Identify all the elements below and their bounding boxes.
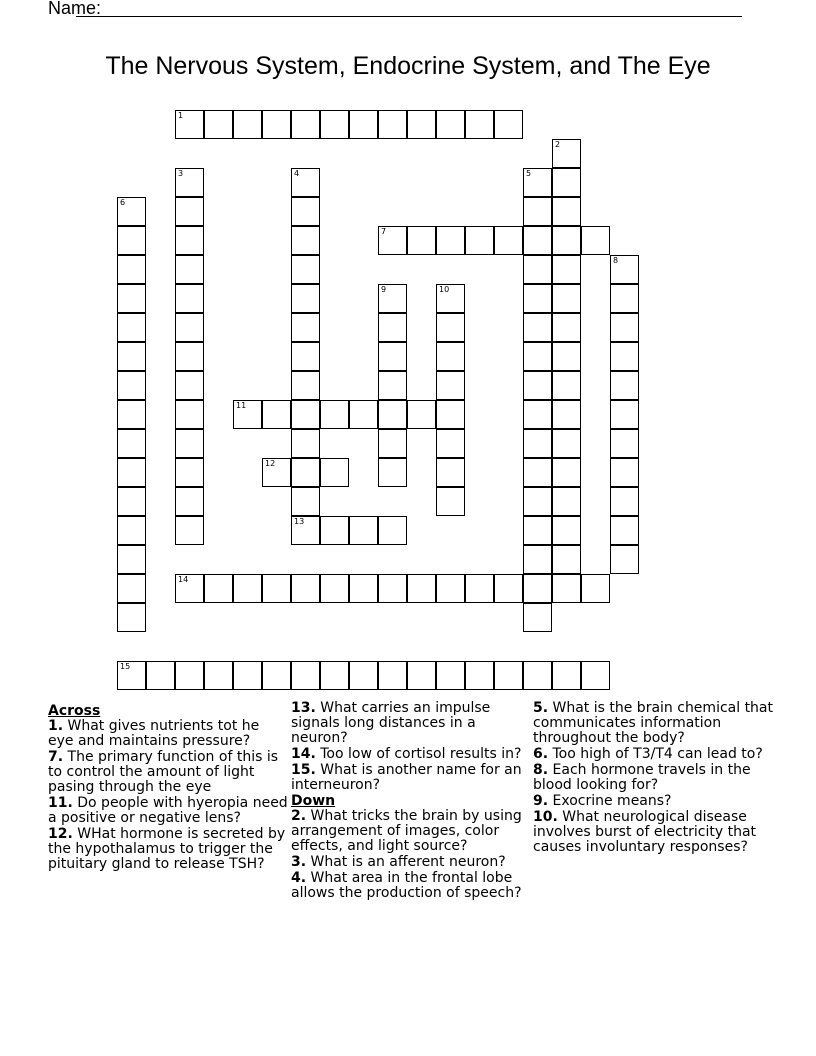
clue-across-1: 1. What gives nutrients tot he eye and maintains pressure?: [48, 718, 260, 749]
crossword-cell[interactable]: [523, 255, 552, 284]
crossword-cell[interactable]: [436, 371, 465, 400]
clue-column-1: [48, 701, 288, 873]
clue-number: 7: [381, 227, 387, 236]
crossword-cell[interactable]: [465, 574, 494, 603]
crossword-cell[interactable]: [262, 400, 291, 429]
crossword-cell[interactable]: [552, 139, 581, 168]
crossword-cell[interactable]: [610, 545, 639, 574]
crossword-cell[interactable]: [175, 516, 204, 545]
crossword-cell[interactable]: [204, 110, 233, 139]
crossword-cell[interactable]: [291, 429, 320, 458]
crossword-cell[interactable]: [117, 400, 146, 429]
crossword-cell[interactable]: [552, 574, 581, 603]
crossword-cell[interactable]: [349, 110, 378, 139]
crossword-cell[interactable]: [320, 574, 349, 603]
clue-number: 15: [120, 662, 131, 671]
crossword-cell[interactable]: [262, 458, 291, 487]
crossword-cell[interactable]: [175, 313, 204, 342]
crossword-cell[interactable]: [175, 226, 204, 255]
crossword-cell[interactable]: [523, 661, 552, 690]
clue-number: 4: [294, 169, 300, 178]
crossword-cell[interactable]: [378, 574, 407, 603]
crossword-cell[interactable]: [552, 197, 581, 226]
clue-across-15: 15. What is another name for an interneuron?: [291, 762, 522, 793]
clue-down-8: 8. Each hormone travels in the blood looking for?: [533, 762, 751, 793]
crossword-cell[interactable]: [552, 429, 581, 458]
crossword-cell[interactable]: [523, 226, 552, 255]
clue-number: 10: [439, 285, 450, 294]
clue-number: 6: [120, 198, 126, 207]
crossword-cell[interactable]: [291, 661, 320, 690]
clue-column-3: [533, 701, 773, 856]
crossword-cell[interactable]: [436, 342, 465, 371]
crossword-cell[interactable]: [262, 661, 291, 690]
clue-number: 13: [294, 517, 305, 526]
crossword-cell[interactable]: [523, 429, 552, 458]
clue-down-4: 4. What area in the frontal lobe allows the production of speech?: [291, 870, 522, 901]
crossword-cell[interactable]: [262, 110, 291, 139]
crossword-cell[interactable]: [117, 197, 146, 226]
crossword-cell[interactable]: [291, 574, 320, 603]
crossword-cell[interactable]: [175, 400, 204, 429]
crossword-cell[interactable]: [552, 255, 581, 284]
crossword-cell[interactable]: [552, 545, 581, 574]
crossword-cell[interactable]: [117, 226, 146, 255]
crossword-cell[interactable]: [436, 487, 465, 516]
clue-number: 3: [178, 169, 184, 178]
crossword-cell[interactable]: [610, 516, 639, 545]
clue-across-12: 12. WHat hormone is secreted by the hypothalamus to trigger the pituitary gland to release TSH?: [48, 826, 286, 872]
crossword-cell[interactable]: [436, 429, 465, 458]
crossword-cell[interactable]: [349, 574, 378, 603]
crossword-cell[interactable]: [494, 661, 523, 690]
clue-across-11: 11. Do people with hyeropia need a positive or negative lens?: [48, 795, 288, 826]
crossword-cell[interactable]: [523, 313, 552, 342]
clue-number: 11: [236, 401, 247, 410]
crossword-cell[interactable]: [552, 284, 581, 313]
crossword-cell[interactable]: [291, 487, 320, 516]
crossword-cell[interactable]: [291, 313, 320, 342]
crossword-cell[interactable]: [552, 168, 581, 197]
crossword-cell[interactable]: [552, 371, 581, 400]
crossword-cell[interactable]: [523, 284, 552, 313]
crossword-cell[interactable]: [523, 487, 552, 516]
crossword-cell[interactable]: [523, 516, 552, 545]
crossword-cell[interactable]: [291, 400, 320, 429]
clue-across-7: 7. The primary function of this is to control the amount of light pasing through the eye: [48, 749, 279, 795]
clue-number: 14: [178, 575, 189, 584]
crossword-cell[interactable]: [291, 197, 320, 226]
crossword-cell[interactable]: [378, 342, 407, 371]
crossword-cell[interactable]: [465, 226, 494, 255]
crossword-cell[interactable]: [610, 284, 639, 313]
crossword-cell[interactable]: [407, 574, 436, 603]
clue-number: 2: [555, 140, 561, 149]
down-heading: Down: [291, 793, 336, 809]
crossword-cell[interactable]: [117, 342, 146, 371]
crossword-cell[interactable]: [117, 313, 146, 342]
clue-down-3: 3. What is an afferent neuron?: [291, 854, 506, 870]
clue-across-14: 14. Too low of cortisol results in?: [291, 746, 522, 762]
crossword-cell[interactable]: [407, 110, 436, 139]
crossword-cell[interactable]: [117, 458, 146, 487]
crossword-cell[interactable]: [610, 342, 639, 371]
clue-down-2: 2. What tricks the brain by using arrangement of images, color effects, and light source?: [291, 808, 522, 854]
crossword-cell[interactable]: [320, 458, 349, 487]
crossword-cell[interactable]: [523, 197, 552, 226]
page-title: The Nervous System, Endocrine System, and The Eye: [105, 52, 711, 80]
crossword-cell[interactable]: [117, 429, 146, 458]
crossword-cell[interactable]: [291, 226, 320, 255]
crossword-cell[interactable]: [436, 661, 465, 690]
crossword-cell[interactable]: [175, 197, 204, 226]
crossword-cell[interactable]: [175, 342, 204, 371]
crossword-cell[interactable]: [291, 458, 320, 487]
crossword-cell[interactable]: [465, 661, 494, 690]
clue-column-2: [291, 701, 527, 902]
crossword-cell[interactable]: [552, 487, 581, 516]
crossword-cell[interactable]: [291, 255, 320, 284]
crossword-cell[interactable]: [523, 458, 552, 487]
crossword-cell[interactable]: [291, 516, 320, 545]
crossword-cell[interactable]: [349, 400, 378, 429]
crossword-cell[interactable]: [552, 400, 581, 429]
crossword-cell[interactable]: [117, 284, 146, 313]
crossword-cell[interactable]: [291, 342, 320, 371]
crossword-cell[interactable]: [291, 371, 320, 400]
crossword-cell[interactable]: [175, 168, 204, 197]
clue-down-5: 5. What is the brain chemical that communicates information throughout the body?: [533, 700, 773, 746]
crossword-cell[interactable]: [436, 110, 465, 139]
crossword-cell[interactable]: [117, 545, 146, 574]
crossword-cell[interactable]: [291, 110, 320, 139]
crossword-cell[interactable]: [117, 255, 146, 284]
crossword-cell[interactable]: [291, 284, 320, 313]
crossword-cell[interactable]: [378, 371, 407, 400]
name-label: Name:: [48, 0, 102, 18]
clue-number: 5: [526, 169, 532, 178]
crossword-cell[interactable]: [523, 342, 552, 371]
clue-down-6: 6. Too high of T3/T4 can lead to?: [533, 746, 763, 762]
crossword-cell[interactable]: [523, 400, 552, 429]
crossword-cell[interactable]: [378, 313, 407, 342]
crossword-cell[interactable]: [436, 313, 465, 342]
clue-number: 12: [265, 459, 276, 468]
crossword-cell[interactable]: [175, 371, 204, 400]
crossword-cell[interactable]: [523, 545, 552, 574]
crossword-cell[interactable]: [610, 458, 639, 487]
crossword-cell[interactable]: [175, 284, 204, 313]
across-heading: Across: [48, 703, 101, 719]
crossword-cell[interactable]: [610, 487, 639, 516]
crossword-cell[interactable]: [610, 429, 639, 458]
crossword-cell[interactable]: [175, 574, 204, 603]
crossword-cell[interactable]: [175, 429, 204, 458]
crossword-cell[interactable]: [436, 284, 465, 313]
crossword-cell[interactable]: [378, 516, 407, 545]
crossword-cell[interactable]: [378, 110, 407, 139]
clue-number: 1: [178, 111, 184, 120]
crossword-cell[interactable]: [523, 371, 552, 400]
crossword-cell[interactable]: [494, 110, 523, 139]
crossword-cell[interactable]: [378, 458, 407, 487]
clue-number: 9: [381, 285, 387, 294]
crossword-cell[interactable]: [233, 110, 262, 139]
crossword-cell[interactable]: [117, 661, 146, 690]
crossword-cell[interactable]: [349, 516, 378, 545]
crossword-cell[interactable]: [378, 429, 407, 458]
crossword-cell[interactable]: [610, 371, 639, 400]
crossword-cell[interactable]: [610, 313, 639, 342]
crossword-cell[interactable]: [552, 661, 581, 690]
crossword-cell[interactable]: [320, 110, 349, 139]
clue-number: 8: [613, 256, 619, 265]
clue-down-10: 10. What neurological disease involves burst of electricity that causes involuntary responses?: [533, 809, 757, 855]
crossword-cell[interactable]: [378, 284, 407, 313]
crossword-cell[interactable]: [233, 400, 262, 429]
crossword-cell[interactable]: [581, 574, 610, 603]
crossword-cell[interactable]: [523, 603, 552, 632]
crossword-cell[interactable]: [117, 603, 146, 632]
crossword-cell[interactable]: [175, 110, 204, 139]
crossword-cell[interactable]: [378, 226, 407, 255]
crossword-cell[interactable]: [494, 574, 523, 603]
clue-down-9: 9. Exocrine means?: [533, 793, 672, 809]
crossword-cell[interactable]: [436, 574, 465, 603]
crossword-cell[interactable]: [117, 516, 146, 545]
crossword-cell[interactable]: [378, 661, 407, 690]
crossword-cell[interactable]: [117, 371, 146, 400]
crossword-cell[interactable]: [552, 313, 581, 342]
crossword-cell[interactable]: [349, 661, 378, 690]
crossword-cell[interactable]: [117, 574, 146, 603]
crossword-cell[interactable]: [233, 661, 262, 690]
crossword-cell[interactable]: [175, 458, 204, 487]
crossword-cell[interactable]: [552, 516, 581, 545]
crossword-cell[interactable]: [204, 661, 233, 690]
crossword-cell[interactable]: [610, 255, 639, 284]
crossword-cell[interactable]: [407, 400, 436, 429]
clue-across-13: 13. What carries an impulse signals long distances in a neuron?: [291, 700, 491, 746]
crossword-cell[interactable]: [581, 226, 610, 255]
crossword-cell[interactable]: [320, 400, 349, 429]
crossword-cell[interactable]: [262, 574, 291, 603]
crossword-cell[interactable]: [581, 661, 610, 690]
crossword-cell[interactable]: [175, 661, 204, 690]
crossword-cell[interactable]: [175, 255, 204, 284]
crossword-cell[interactable]: [233, 574, 262, 603]
crossword-cell[interactable]: [494, 226, 523, 255]
crossword-cell[interactable]: [204, 574, 233, 603]
crossword-cell[interactable]: [436, 400, 465, 429]
crossword-cell[interactable]: [146, 661, 175, 690]
crossword-cell[interactable]: [552, 226, 581, 255]
crossword-cell[interactable]: [117, 487, 146, 516]
crossword-cell[interactable]: [378, 400, 407, 429]
crossword-cell[interactable]: [175, 487, 204, 516]
crossword-cell[interactable]: [523, 574, 552, 603]
crossword-cell[interactable]: [436, 458, 465, 487]
crossword-cell[interactable]: [320, 516, 349, 545]
crossword-cell[interactable]: [407, 661, 436, 690]
crossword-cell[interactable]: [436, 226, 465, 255]
crossword-cell[interactable]: [552, 458, 581, 487]
crossword-cell[interactable]: [407, 226, 436, 255]
crossword-cell[interactable]: [523, 168, 552, 197]
crossword-cell[interactable]: [610, 400, 639, 429]
crossword-cell[interactable]: [320, 661, 349, 690]
crossword-cell[interactable]: [465, 110, 494, 139]
crossword-cell[interactable]: [552, 342, 581, 371]
crossword-cell[interactable]: [291, 168, 320, 197]
